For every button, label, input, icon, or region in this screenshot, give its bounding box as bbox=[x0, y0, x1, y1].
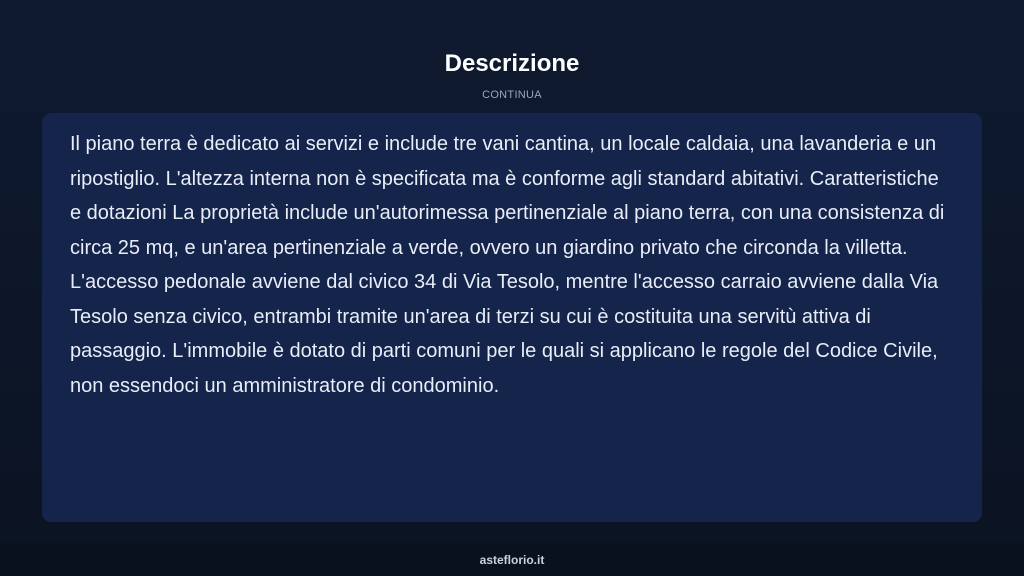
description-text: Il piano terra è dedicato ai servizi e include tre vani cantina, un locale caldaia, una lavanderia e un ripostiglio. L'altezza interna non è specificata ma è conforme agli standard abitativi. Caratteristiche e dotazioni La proprietà include un'autorimessa pertinenziale al piano terra, con una consistenza di circa 25 mq, e un'area pertinenziale a verde, ovvero un giardino privato che circonda la villetta. L'accesso pedonale avviene dal civico 34 di Via Tesolo, mentre l'accesso carraio avviene dalla Via Tesolo senza civico, entrambi tramite un'area di terzi su cui è costituita una servitù attiva di passaggio. L'immobile è dotato di parti comuni per le quali si applicano le regole del Codice Civile, non essendoci un amministratore di condominio. bbox=[70, 133, 945, 397]
description-card bbox=[42, 113, 982, 522]
page-title: Descrizione bbox=[444, 50, 580, 77]
brand-label: asteflorio.it bbox=[479, 553, 545, 567]
continue-label: CONTINUA bbox=[482, 89, 542, 101]
slide-header bbox=[0, 48, 1024, 102]
footer-bar bbox=[0, 543, 1024, 576]
